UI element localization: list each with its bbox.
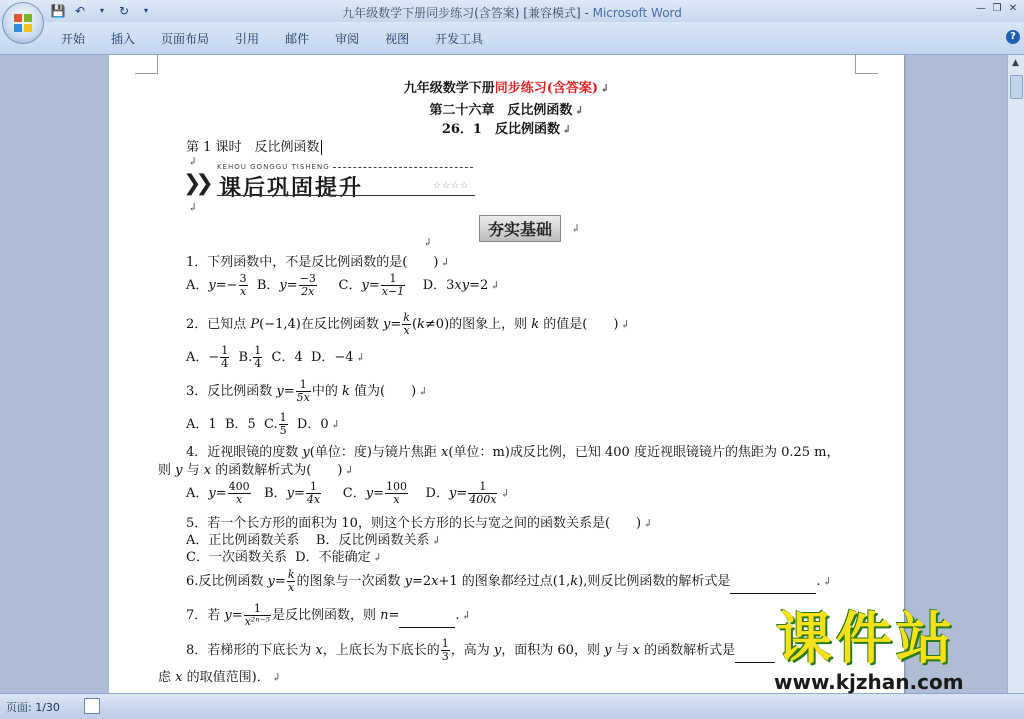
doc-title: 九年级数学下册同步练习(含答案) ↲	[403, 81, 610, 96]
office-logo-icon	[13, 13, 33, 33]
crop-mark	[855, 55, 878, 74]
section-heading: 26．1 反比例函数 ↲	[441, 122, 572, 137]
answer-blank[interactable]	[730, 593, 816, 594]
page-indicator[interactable]: 页面: 1/30	[6, 701, 60, 714]
question-4-line-1: 4．近视眼镜的度数 y(单位：度)与镜片焦距 x(单位：m)成反比例，已知 400 度近视眼镜镜片的焦距为 0.25 m，	[186, 445, 840, 460]
close-icon[interactable]: ✕	[1008, 3, 1018, 14]
question-3: 3．反比例函数 y= $\frac{1}{5x}$ 中的 k 值为( ) ↲	[186, 378, 428, 404]
proofing-icon[interactable]	[84, 698, 100, 714]
tab-review[interactable]: 审阅	[335, 32, 360, 46]
question-5: 5．若一个长方形的面积为 10，则这个长方形的长与宽之间的函数关系是( ) ↲	[186, 516, 653, 531]
question-8-line-1: 8．若梯形的下底长为 x，上底长为下底长的 $\frac{1}{3}$ ，高为 y，面积为 60，则 y 与 x 的函数解析式是	[186, 638, 775, 663]
customize-qat-icon[interactable]: ▾	[143, 6, 148, 15]
ribbon	[0, 22, 1024, 55]
question-2-options: A．− $\frac{1}{4}$ B. $\frac{1}{4}$ C．4 D．−4 ↲	[186, 344, 365, 370]
tab-references[interactable]: 引用	[235, 32, 260, 46]
document-page[interactable]	[109, 55, 904, 693]
banner-dashline	[333, 167, 473, 168]
app-name: Microsoft Word	[592, 6, 682, 20]
help-icon[interactable]: ?	[1006, 30, 1020, 44]
tab-developer[interactable]: 开发工具	[435, 32, 484, 46]
question-6: 6.反比例函数 y= $\frac{k}{x}$ 的图象与一次函数 y=2x+1 的图象都经过点(1,k),则反比例函数的解析式是 . ↲	[186, 568, 832, 594]
window-controls	[974, 2, 1020, 16]
banner-subtitle: KEHOU GONGGU TISHENG	[217, 163, 330, 171]
minimize-icon[interactable]: —	[976, 3, 986, 14]
tab-page-layout[interactable]: 页面布局	[161, 32, 210, 46]
paragraph-mark: ↲	[188, 201, 198, 214]
restore-icon[interactable]: ❐	[992, 3, 1002, 14]
tab-insert[interactable]: 插入	[111, 32, 136, 46]
banner-rule	[217, 195, 475, 196]
subsection-heading: 夯实基础	[479, 215, 561, 242]
question-2: 2．已知点 P(−1,4)在反比例函数 y= $\frac{k}{x}$ (k≠0)的图象上，则 k 的值是( ) ↲	[186, 311, 630, 337]
save-icon[interactable]: 💾	[50, 4, 66, 18]
watermark	[768, 607, 1004, 694]
undo-icon[interactable]: ↶	[74, 4, 86, 18]
ribbon-tabs	[48, 30, 496, 48]
crop-mark	[135, 55, 158, 74]
title-bar	[0, 0, 1024, 22]
question-8-line-2: 虑 x 的取值范围)． ↲	[158, 670, 281, 685]
question-5-options-ab: A．正比例函数关系 B．反比例函数关系 ↲	[186, 533, 441, 548]
paragraph-mark: ↲	[188, 155, 198, 168]
banner-stars: ☆☆☆☆	[433, 181, 470, 191]
vertical-scrollbar[interactable]	[1007, 55, 1024, 693]
question-3-options: A．1 B．5 C. $\frac{1}{5}$ D．0 ↲	[186, 411, 340, 437]
question-4-options: A．y= $\frac{400}{x}$ B．y= $\frac{1}{4x}$ C．y= $\frac{100}{x}$ D．y= $\frac{1}{400x}$ ↲	[186, 480, 510, 506]
chapter-heading: 第二十六章 反比例函数 ↲	[429, 103, 584, 118]
paragraph-mark: ↲	[571, 222, 581, 235]
scroll-thumb[interactable]	[1010, 75, 1023, 99]
office-button[interactable]	[2, 2, 44, 44]
redo-icon[interactable]: ↻	[118, 4, 130, 18]
question-4-line-2: 则 y 与 x 的函数解析式为( ) ↲	[158, 463, 354, 478]
lesson-heading: 第 1 课时 反比例函数	[186, 140, 320, 155]
scroll-up-icon[interactable]: ▲	[1012, 58, 1019, 68]
chevron-icon: ❯❯	[183, 171, 208, 196]
dropdown-icon[interactable]: ▾	[99, 6, 104, 15]
tab-view[interactable]: 视图	[385, 32, 410, 46]
answer-blank[interactable]	[399, 627, 455, 628]
status-bar	[0, 693, 1024, 719]
question-1-options: A．y=− $\frac{3}{x}$ B．y= $\frac{-3}{2x}$ C．y= $\frac{1}{x-1}$ D．3xy=2 ↲	[186, 272, 500, 298]
banner-text: 课后巩固提升	[219, 176, 364, 201]
window-title: 九年级数学下册同步练习(含答案) [兼容模式] - Microsoft Word	[342, 6, 682, 20]
watermark-name: 课件站	[776, 607, 956, 672]
document-area	[0, 55, 1008, 693]
watermark-url: www.kjzhan.com	[774, 670, 964, 694]
tab-mailings[interactable]: 邮件	[285, 32, 310, 46]
tab-home[interactable]: 开始	[61, 32, 86, 46]
paragraph-mark: ↲	[423, 236, 433, 249]
question-1: 1．下列函数中，不是反比例函数的是( ) ↲	[186, 255, 450, 270]
banner-after-class	[183, 163, 483, 201]
question-7: 7．若 y= $\frac{1}{\text{x²ⁿ⁻⁵}}$ 是反比例函数，则 n= . ↲	[186, 602, 471, 628]
question-5-options-cd: C．一次函数关系 D．不能确定 ↲	[186, 550, 382, 565]
